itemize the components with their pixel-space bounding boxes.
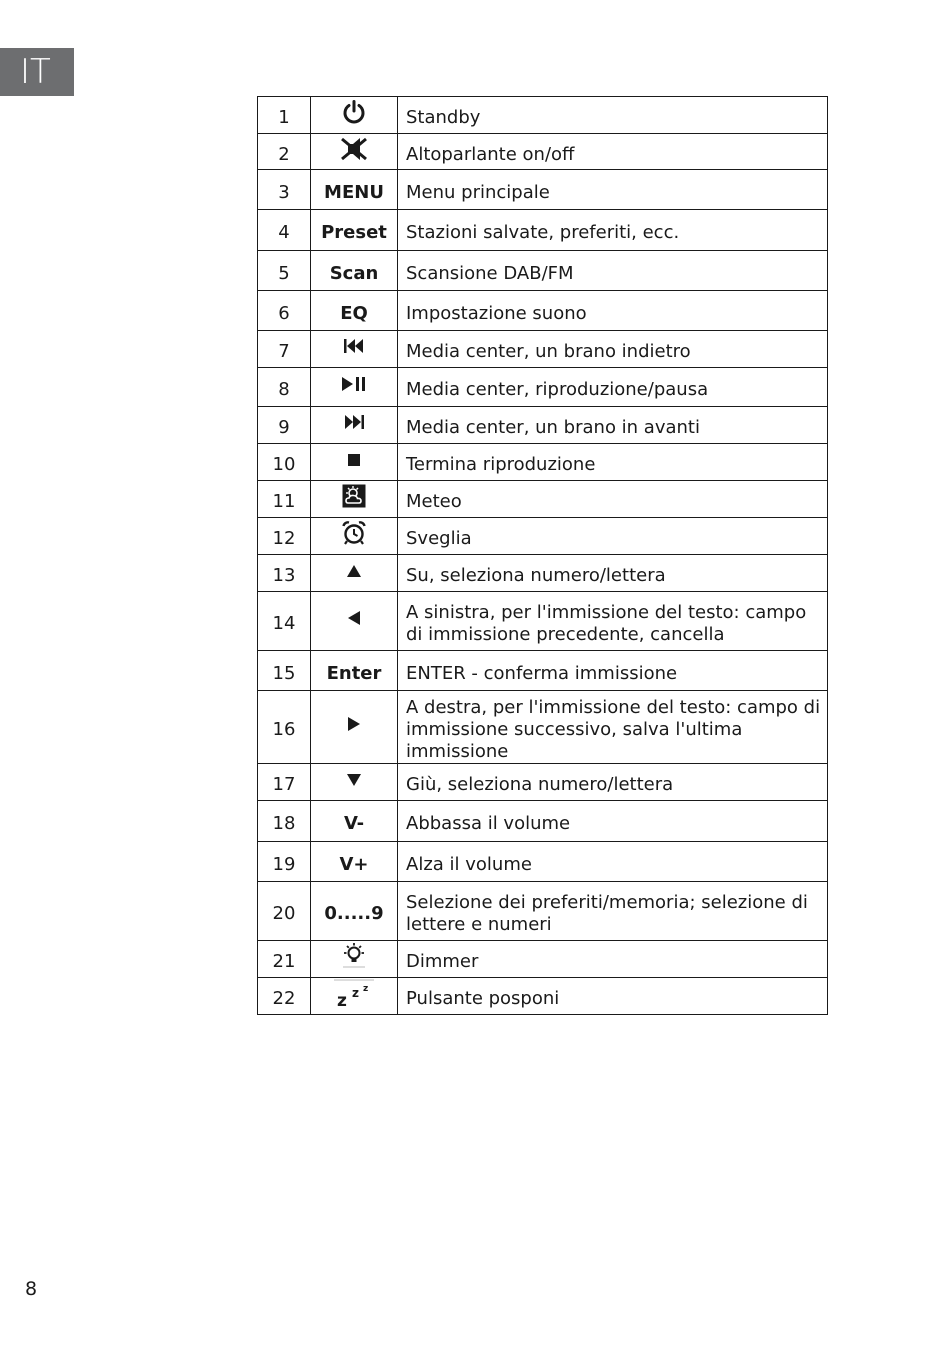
row-description: Su, seleziona numero/lettera xyxy=(398,555,828,592)
row-number: 1 xyxy=(258,97,311,134)
page-number: 8 xyxy=(25,1278,38,1300)
skip-forward-icon xyxy=(343,414,365,430)
row-description: Media center, un brano in avanti xyxy=(398,407,828,444)
arrow-left-icon xyxy=(347,610,361,626)
skip-back-icon xyxy=(343,338,365,354)
row-symbol xyxy=(311,97,398,134)
table-row xyxy=(258,555,828,592)
row-symbol xyxy=(311,764,398,801)
row-symbol xyxy=(311,592,398,651)
table-row xyxy=(258,97,828,134)
arrow-right-icon xyxy=(347,716,361,732)
row-number: 14 xyxy=(258,592,311,651)
row-description: Dimmer xyxy=(398,941,828,978)
svg-text:z: z xyxy=(352,986,359,1000)
table-row xyxy=(258,368,828,407)
table-row xyxy=(258,251,828,291)
symbol-label: V- xyxy=(343,813,365,834)
row-symbol xyxy=(311,801,398,842)
row-number: 11 xyxy=(258,481,311,518)
table-row xyxy=(258,210,828,251)
symbol-label: V+ xyxy=(339,853,369,875)
row-symbol xyxy=(311,291,398,331)
table-row xyxy=(258,651,828,691)
row-symbol xyxy=(311,407,398,444)
row-number: 6 xyxy=(258,291,311,331)
table-row xyxy=(258,842,828,882)
row-description: Giù, seleziona numero/lettera xyxy=(398,764,828,801)
function-table xyxy=(257,96,828,1015)
row-symbol xyxy=(311,842,398,882)
row-description: Scansione DAB/FM xyxy=(398,251,828,291)
symbol-label: Scan xyxy=(329,262,379,284)
row-number: 5 xyxy=(258,251,311,291)
table-row xyxy=(258,941,828,978)
alarm-clock-icon xyxy=(341,520,367,546)
row-symbol xyxy=(311,978,398,1015)
row-description: Meteo xyxy=(398,481,828,518)
table-row xyxy=(258,518,828,555)
row-symbol xyxy=(311,210,398,251)
row-description: Alza il volume xyxy=(398,842,828,882)
row-number: 21 xyxy=(258,941,311,978)
row-description: Termina riproduzione xyxy=(398,444,828,481)
table-row xyxy=(258,134,828,170)
svg-text:z: z xyxy=(337,991,347,1008)
weather-icon xyxy=(342,484,366,508)
row-description: Impostazione suono xyxy=(398,291,828,331)
row-symbol xyxy=(311,444,398,481)
row-description: A destra, per l'immissione del testo: campo di immissione successivo, salva l'ultima immissione xyxy=(398,691,828,764)
row-number: 8 xyxy=(258,368,311,407)
row-description: A sinistra, per l'immissione del testo: campo di immissione precedente, cancella xyxy=(398,592,828,651)
row-number: 16 xyxy=(258,691,311,764)
row-number: 4 xyxy=(258,210,311,251)
row-symbol xyxy=(311,170,398,210)
row-number: 13 xyxy=(258,555,311,592)
table-row xyxy=(258,691,828,764)
symbol-label: 0.....9 xyxy=(324,903,384,924)
table-row xyxy=(258,764,828,801)
row-symbol xyxy=(311,882,398,941)
table-row xyxy=(258,882,828,941)
row-symbol xyxy=(311,134,398,170)
symbol-label: MENU xyxy=(324,181,384,203)
row-description: Media center, un brano indietro xyxy=(398,331,828,368)
row-symbol xyxy=(311,251,398,291)
row-number: 2 xyxy=(258,134,311,170)
row-description: Abbassa il volume xyxy=(398,801,828,842)
row-number: 10 xyxy=(258,444,311,481)
row-symbol xyxy=(311,691,398,764)
row-number: 9 xyxy=(258,407,311,444)
symbol-label: Enter xyxy=(326,662,382,684)
row-number: 20 xyxy=(258,882,311,941)
snooze-icon xyxy=(334,978,374,1008)
table-row xyxy=(258,978,828,1015)
row-number: 17 xyxy=(258,764,311,801)
arrow-down-icon xyxy=(346,773,362,787)
row-number: 18 xyxy=(258,801,311,842)
power-icon xyxy=(341,99,367,125)
speaker-mute-icon xyxy=(339,136,369,162)
play-pause-icon xyxy=(341,376,367,392)
dimmer-bulb-icon xyxy=(340,942,368,970)
table-row xyxy=(258,291,828,331)
row-description: Altoparlante on/off xyxy=(398,134,828,170)
row-symbol xyxy=(311,555,398,592)
row-symbol xyxy=(311,368,398,407)
row-number: 19 xyxy=(258,842,311,882)
language-tab: IT xyxy=(0,48,74,96)
row-description: Stazioni salvate, preferiti, ecc. xyxy=(398,210,828,251)
row-symbol xyxy=(311,518,398,555)
table-row xyxy=(258,407,828,444)
row-description: Menu principale xyxy=(398,170,828,210)
svg-text:z: z xyxy=(363,984,369,994)
table-row xyxy=(258,170,828,210)
symbol-label: Preset xyxy=(321,222,387,243)
row-symbol xyxy=(311,481,398,518)
row-number: 15 xyxy=(258,651,311,691)
row-description: Media center, riproduzione/pausa xyxy=(398,368,828,407)
table-row xyxy=(258,331,828,368)
row-number: 7 xyxy=(258,331,311,368)
row-symbol xyxy=(311,331,398,368)
row-symbol xyxy=(311,651,398,691)
table-row xyxy=(258,801,828,842)
table-row xyxy=(258,444,828,481)
row-symbol xyxy=(311,941,398,978)
table-row xyxy=(258,481,828,518)
arrow-up-icon xyxy=(346,564,362,578)
row-number: 3 xyxy=(258,170,311,210)
row-description: Selezione dei preferiti/memoria; selezione di lettere e numeri xyxy=(398,882,828,941)
stop-icon xyxy=(347,453,361,467)
table-row xyxy=(258,592,828,651)
row-number: 12 xyxy=(258,518,311,555)
symbol-label: EQ xyxy=(340,302,368,324)
row-description: Sveglia xyxy=(398,518,828,555)
row-description: ENTER - conferma immissione xyxy=(398,651,828,691)
row-description: Pulsante posponi xyxy=(398,978,828,1015)
row-description: Standby xyxy=(398,97,828,134)
row-number: 22 xyxy=(258,978,311,1015)
